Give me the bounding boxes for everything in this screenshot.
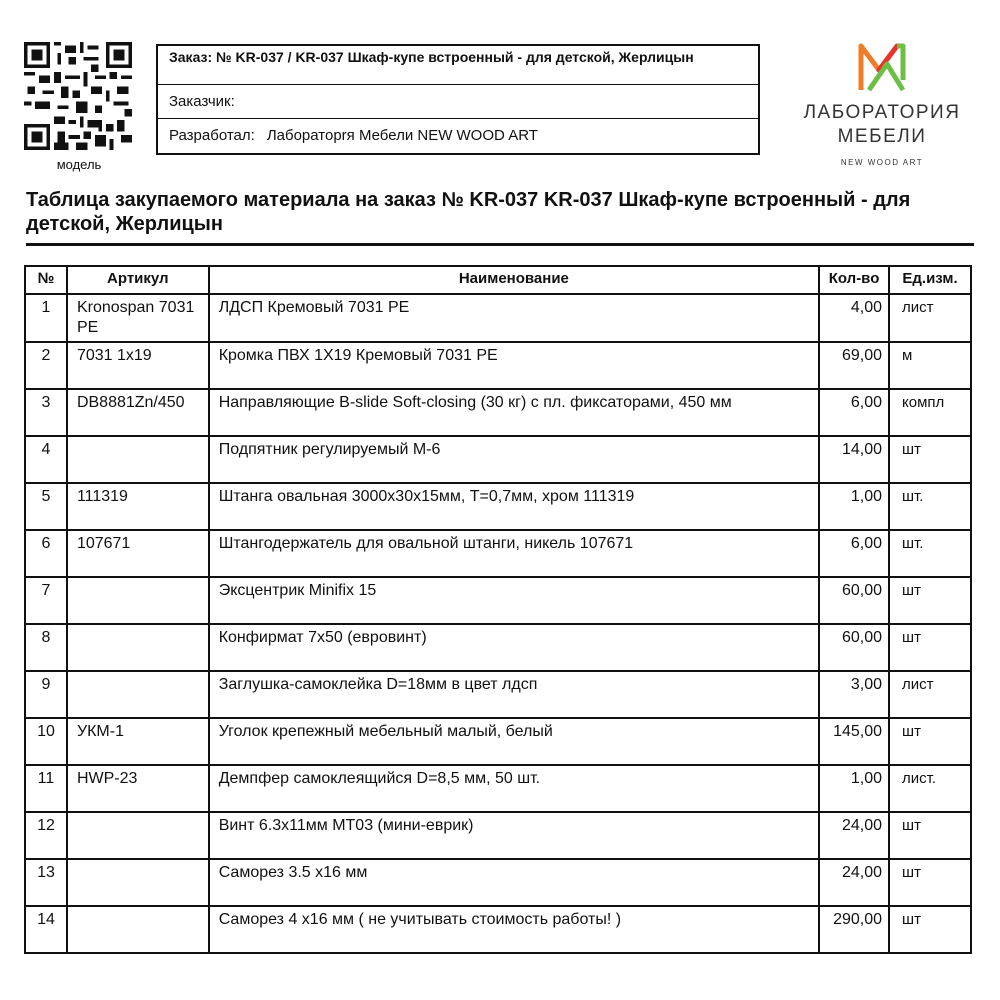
header-name: Наименование — [209, 266, 819, 294]
row-name: Демпфер самоклеящийся D=8,5 мм, 50 шт. — [209, 765, 819, 812]
row-name: Штанга овальная 3000х30х15мм, Т=0,7мм, хром 111319 — [209, 483, 819, 530]
company-logo — [790, 40, 974, 190]
row-name: ЛДСП Кремовый 7031 PE — [209, 294, 819, 342]
table-header-row — [25, 266, 971, 294]
row-qty: 1,00 — [819, 765, 889, 812]
row-article: УКМ-1 — [67, 718, 209, 765]
row-qty: 145,00 — [819, 718, 889, 765]
row-unit: шт. — [889, 483, 971, 530]
row-name: Уголок крепежный мебельный малый, белый — [209, 718, 819, 765]
developer-label: Разработал: — [169, 127, 255, 144]
qr-label: модель — [56, 157, 102, 172]
row-article — [67, 436, 209, 483]
row-article — [67, 624, 209, 671]
header-num: № — [25, 266, 67, 294]
table-row — [25, 577, 971, 624]
table-row — [25, 718, 971, 765]
header-article: Артикул — [67, 266, 209, 294]
row-unit: шт — [889, 906, 971, 953]
table-row — [25, 483, 971, 530]
row-unit: шт — [889, 812, 971, 859]
row-num: 7 — [25, 577, 67, 624]
row-unit: шт — [889, 859, 971, 906]
row-name: Направляющие B-slide Soft-closing (30 кг) с пл. фиксаторами, 450 мм — [209, 389, 819, 436]
page-title: Таблица закупаемого материала на заказ № KR-037 KR-037 Шкаф-купе встроенный - для детской, Жерлицын — [26, 189, 911, 235]
row-article — [67, 859, 209, 906]
qr-code-icon — [24, 42, 132, 150]
order-info-box — [156, 44, 760, 155]
row-unit: компл — [889, 389, 971, 436]
row-unit: м — [889, 342, 971, 389]
row-article: 107671 — [67, 530, 209, 577]
row-qty: 290,00 — [819, 906, 889, 953]
row-qty: 60,00 — [819, 577, 889, 624]
table-body — [25, 294, 971, 953]
row-name: Штангодержатель для овальной штанги, никель 107671 — [209, 530, 819, 577]
customer-label: Заказчик: — [169, 93, 235, 110]
row-unit: шт — [889, 577, 971, 624]
logo-line1: ЛАБОРАТОРИЯ — [803, 102, 961, 123]
row-article — [67, 812, 209, 859]
developer-row — [158, 119, 758, 153]
row-unit: лист — [889, 294, 971, 342]
row-qty: 6,00 — [819, 389, 889, 436]
materials-table — [24, 265, 972, 954]
row-name: Подпятник регулируемый М-6 — [209, 436, 819, 483]
row-qty: 3,00 — [819, 671, 889, 718]
developer-value: Лаборатоprя Мебели NEW WOOD ART — [266, 127, 538, 144]
customer-row — [158, 85, 758, 119]
row-num: 8 — [25, 624, 67, 671]
row-article — [67, 906, 209, 953]
order-title: Заказ: № KR-037 / KR-037 Шкаф-купе встроенный - для детской, Жерлицын — [158, 46, 758, 85]
title-divider — [26, 243, 974, 246]
table-row — [25, 624, 971, 671]
row-num: 2 — [25, 342, 67, 389]
row-article: 111319 — [67, 483, 209, 530]
row-article — [67, 671, 209, 718]
row-num: 9 — [25, 671, 67, 718]
row-unit: лист — [889, 671, 971, 718]
row-name: Эксцентрик Minifix 15 — [209, 577, 819, 624]
row-unit: шт — [889, 624, 971, 671]
header-unit: Ед.изм. — [889, 266, 971, 294]
row-name: Заглушка-самоклейка D=18мм в цвет лдсп — [209, 671, 819, 718]
row-num: 5 — [25, 483, 67, 530]
row-qty: 4,00 — [819, 294, 889, 342]
row-qty: 1,00 — [819, 483, 889, 530]
row-num: 1 — [25, 294, 67, 342]
row-name: Саморез 4 х16 мм ( не учитывать стоимость работы! ) — [209, 906, 819, 953]
table-row — [25, 342, 971, 389]
table-row — [25, 765, 971, 812]
row-qty: 69,00 — [819, 342, 889, 389]
row-name: Винт 6.3х11мм МТ03 (мини-еврик) — [209, 812, 819, 859]
row-unit: шт — [889, 436, 971, 483]
row-qty: 24,00 — [819, 859, 889, 906]
row-qty: 14,00 — [819, 436, 889, 483]
row-qty: 60,00 — [819, 624, 889, 671]
row-article: DB8881Zn/450 — [67, 389, 209, 436]
table-row — [25, 812, 971, 859]
table-row — [25, 294, 971, 342]
row-num: 4 — [25, 436, 67, 483]
row-unit: лист. — [889, 765, 971, 812]
row-unit: шт. — [889, 530, 971, 577]
row-article — [67, 577, 209, 624]
lab-logo-icon — [857, 40, 907, 96]
row-num: 14 — [25, 906, 67, 953]
logo-line3: NEW WOOD ART — [840, 158, 924, 167]
header-qty: Кол-во — [819, 266, 889, 294]
table-row — [25, 530, 971, 577]
row-name: Кромка ПВХ 1Х19 Кремовый 7031 PE — [209, 342, 819, 389]
row-num: 3 — [25, 389, 67, 436]
table-row — [25, 389, 971, 436]
row-num: 10 — [25, 718, 67, 765]
table-row — [25, 436, 971, 483]
row-name: Саморез 3.5 х16 мм — [209, 859, 819, 906]
row-qty: 6,00 — [819, 530, 889, 577]
row-unit: шт — [889, 718, 971, 765]
table-row — [25, 859, 971, 906]
logo-line2: МЕБЕЛИ — [837, 126, 927, 147]
row-num: 11 — [25, 765, 67, 812]
row-num: 13 — [25, 859, 67, 906]
row-article: Kronospan 7031 PE — [67, 294, 209, 342]
row-num: 6 — [25, 530, 67, 577]
row-num: 12 — [25, 812, 67, 859]
row-article: 7031 1x19 — [67, 342, 209, 389]
row-name: Конфирмат 7х50 (евровинт) — [209, 624, 819, 671]
table-row — [25, 671, 971, 718]
row-article: HWP-23 — [67, 765, 209, 812]
row-qty: 24,00 — [819, 812, 889, 859]
table-row — [25, 906, 971, 953]
